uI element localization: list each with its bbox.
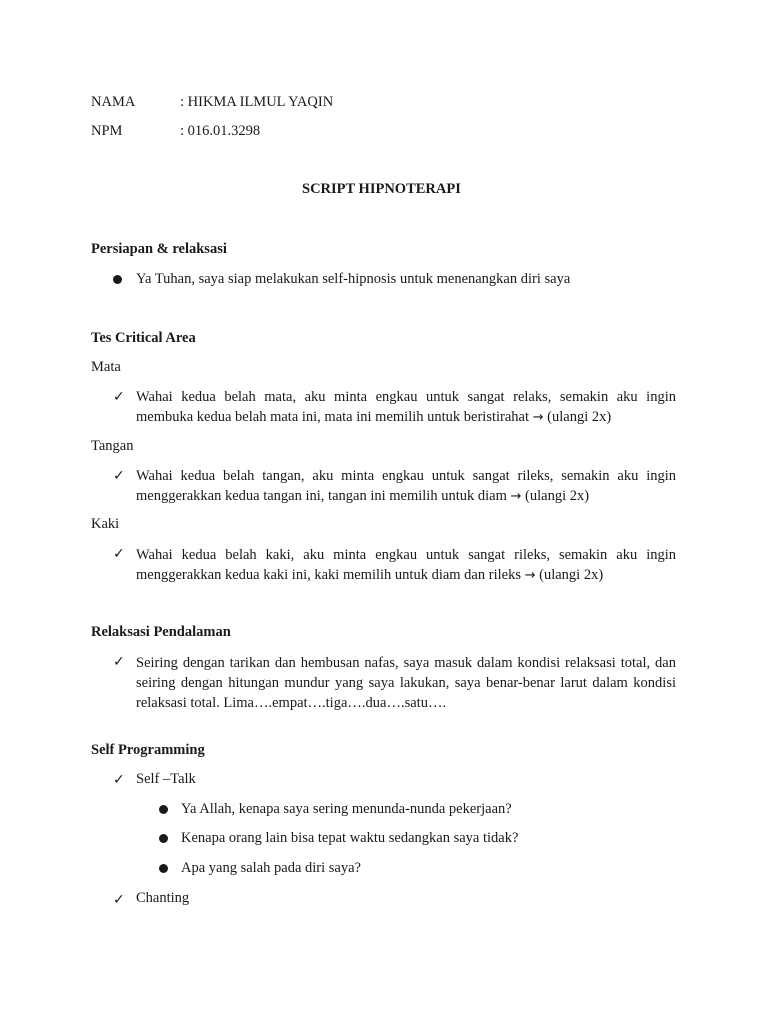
check-icon: ✓ [113,389,125,405]
heading-relaksasi: Relaksasi Pendalaman [91,624,231,640]
check-icon: ✓ [113,892,125,908]
document-title: SCRIPT HIPNOTERAPI [302,181,461,197]
self-talk-item: Kenapa orang lain bisa tepat waktu sedangkan saya tidak? [181,830,519,846]
mata-instruction: Wahai kedua belah mata, aku minta engkau untuk sangat relaks, semakin aku ingin membuka kedua belah mata ini, mata ini memilih untuk beristirahat → (ulangi 2x) [136,389,676,425]
persiapan-item: Ya Tuhan, saya siap melakukan self-hipnosis untuk menenangkan diri saya [136,271,571,287]
check-icon: ✓ [113,772,125,788]
label-mata: Mata [91,359,121,375]
check-icon: ✓ [113,654,125,670]
check-icon: ✓ [113,468,125,484]
name-value: : HIKMA ILMUL YAQIN [180,94,334,110]
npm-value: : 016.01.3298 [180,123,261,139]
bullet-dot-icon [159,834,168,843]
bullet-dot-icon [113,275,122,284]
label-kaki: Kaki [91,516,120,532]
heading-self-programming: Self Programming [91,742,205,758]
kaki-instruction: Wahai kedua belah kaki, aku minta engkau untuk sangat rileks, semakin aku ingin menggerakkan kedua kaki ini, kaki memilih untuk diam dan rileks → (ulangi 2x) [136,547,676,583]
self-talk-item: Ya Allah, kenapa saya sering menunda-nunda pekerjaan? [181,801,512,817]
right-arrow-icon: → [524,568,536,583]
right-arrow-icon: → [510,489,522,504]
name-label: NAMA [91,94,136,110]
heading-persiapan: Persiapan & relaksasi [91,241,227,257]
self-talk-item: Apa yang salah pada diri saya? [181,860,361,876]
self-talk-label: Self –Talk [136,771,196,787]
npm-label: NPM [91,123,123,139]
heading-tes-critical: Tes Critical Area [91,330,196,346]
chanting-label: Chanting [136,890,190,906]
tangan-instruction: Wahai kedua belah tangan, aku minta engkau untuk sangat rileks, semakin aku ingin menggerakkan kedua tangan ini, tangan ini memilih untuk diam → (ulangi 2x) [136,468,676,504]
right-arrow-icon: → [532,410,544,425]
relaksasi-text: Seiring dengan tarikan dan hembusan nafas, saya masuk dalam kondisi relaksasi total, dan seiring dengan hitungan mundur yang saya lakukan, saya benar-benar larut dalam kondisi relaksasi total. Lima….empat….tiga….dua….satu…. [136,655,676,711]
label-tangan: Tangan [91,438,134,454]
bullet-dot-icon [159,805,168,814]
bullet-dot-icon [159,864,168,873]
check-icon: ✓ [113,546,125,562]
